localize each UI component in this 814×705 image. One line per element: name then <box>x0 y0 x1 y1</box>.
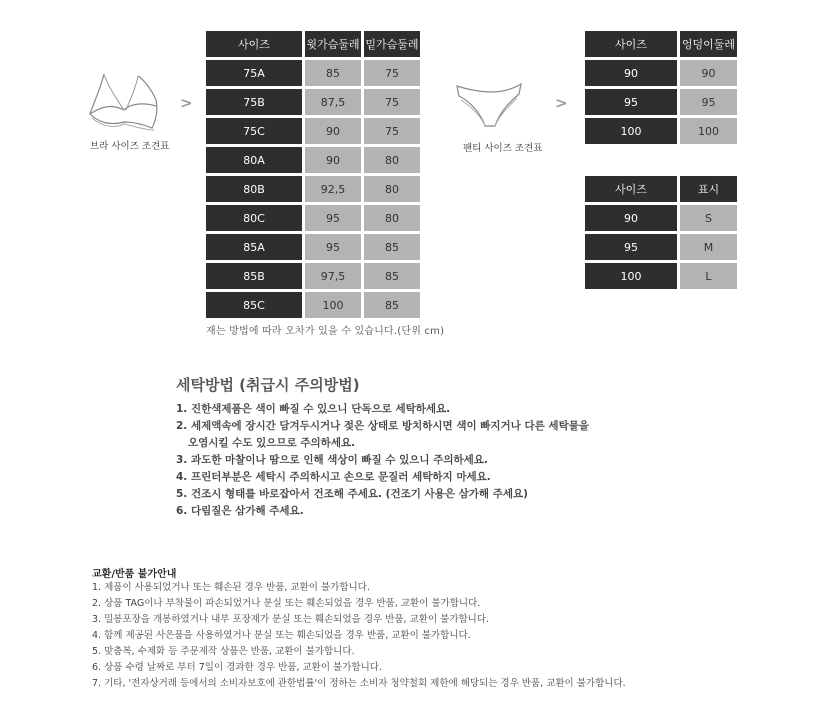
bra-caption: 브라 사이즈 조견표 <box>90 141 170 152</box>
table-cell-value: 85 <box>364 263 420 289</box>
table-header: 표시 <box>680 176 737 202</box>
table-cell-value: 85 <box>305 60 361 86</box>
list-item: 4. 프린터부분은 세탁시 주의하시고 손으로 문질러 세탁하지 마세요. <box>176 471 491 483</box>
table-header: 사이즈 <box>585 31 677 57</box>
table-cell-size: 75B <box>206 89 302 115</box>
table-header: 밑가슴둘레 <box>364 31 420 57</box>
table-cell-value: 75 <box>364 60 420 86</box>
table-cell-size: 95 <box>585 234 677 260</box>
list-item: 5. 맞춤복, 수제화 등 주문제작 상품은 반품, 교환이 불가합니다. <box>92 646 355 657</box>
list-item: 2. 세제액속에 장시간 담겨두시거나 젖은 상태로 방치하시면 색이 빠지거나 다른 세탁물을 <box>176 420 589 432</box>
table-cell-value: 95 <box>305 234 361 260</box>
table-cell-value: 90 <box>305 118 361 144</box>
table-cell-value: 87,5 <box>305 89 361 115</box>
exchange-title: 교환/반품 불가안내 <box>92 569 177 580</box>
list-item: 7. 기타, '전자상거래 등에서의 소비자보호에 관한법률'이 정하는 소비자 청약철회 제한에 해당되는 경우 반품, 교환이 불가합니다. <box>92 678 626 689</box>
table-cell-size: 90 <box>585 205 677 231</box>
chevron-right-icon: > <box>555 94 568 112</box>
table-header: 윗가슴둘레 <box>305 31 361 57</box>
table-cell-size: 80C <box>206 205 302 231</box>
table-cell-value: 95 <box>305 205 361 231</box>
table-cell-value: 75 <box>364 118 420 144</box>
table-cell-size: 90 <box>585 60 677 86</box>
table-cell-value: M <box>680 234 737 260</box>
table-cell-size: 95 <box>585 89 677 115</box>
table-cell-value: 97,5 <box>305 263 361 289</box>
table-cell-size: 85B <box>206 263 302 289</box>
table-cell-value: 100 <box>680 118 737 144</box>
exchange-list <box>92 580 802 692</box>
list-item: 6. 상품 수령 날짜로 부터 7일이 경과한 경우 반품, 교환이 불가합니다. <box>92 662 382 673</box>
table-cell-value: 80 <box>364 176 420 202</box>
table-cell-value: 95 <box>680 89 737 115</box>
list-item: 5. 건조시 형태를 바로잡아서 건조해 주세요. (건조기 사용은 삼가해 주세요) <box>176 488 528 500</box>
washing-title: 세탁방법 (취급시 주의방법) <box>176 376 360 394</box>
table-cell-size: 100 <box>585 263 677 289</box>
table-cell-value: 80 <box>364 205 420 231</box>
chevron-right-icon: > <box>180 94 193 112</box>
table-header: 사이즈 <box>206 31 302 57</box>
table-cell-size: 80B <box>206 176 302 202</box>
list-item: 1. 제품이 사용되었거나 또는 훼손된 경우 반품, 교환이 불가합니다. <box>92 582 370 593</box>
table-cell-size: 100 <box>585 118 677 144</box>
table-cell-value: 92,5 <box>305 176 361 202</box>
table-header: 엉덩이둘레 <box>680 31 737 57</box>
table-cell-value: 90 <box>305 147 361 173</box>
table-cell-size: 85A <box>206 234 302 260</box>
table-cell-value: 75 <box>364 89 420 115</box>
table-header: 사이즈 <box>585 176 677 202</box>
table-cell-value: S <box>680 205 737 231</box>
list-item: 3. 밀봉포장을 개봉하였거나 내부 포장재가 분실 또는 훼손되었을 경우 반품, 교환이 불가합니다. <box>92 614 490 625</box>
measurement-note: 재는 방법에 따라 오차가 있을 수 있습니다.(단위 cm) <box>206 326 445 337</box>
table-cell-value: 80 <box>364 147 420 173</box>
list-item: 2. 상품 TAG이나 부착물이 파손되었거나 분실 또는 훼손되었을 경우 반품, 교환이 불가합니다. <box>92 598 481 609</box>
table-cell-size: 75A <box>206 60 302 86</box>
list-item: 1. 진한색제품은 색이 빠질 수 있으니 단독으로 세탁하세요. <box>176 403 451 415</box>
table-cell-value: 100 <box>305 292 361 318</box>
list-item: 6. 다림질은 삼가해 주세요. <box>176 505 304 517</box>
table-cell-size: 80A <box>206 147 302 173</box>
bra-illustration <box>86 70 166 132</box>
panty-caption: 팬티 사이즈 조견표 <box>463 143 543 154</box>
panty-illustration <box>455 80 523 130</box>
table-cell-value: 90 <box>680 60 737 86</box>
table-cell-size: 75C <box>206 118 302 144</box>
table-cell-value: 85 <box>364 292 420 318</box>
list-item: 4. 함께 제공된 사은품을 사용하였거나 분실 또는 훼손되었을 경우 반품, 교환이 불가합니다. <box>92 630 471 641</box>
table-cell-size: 85C <box>206 292 302 318</box>
washing-list <box>176 401 796 520</box>
table-cell-value: 85 <box>364 234 420 260</box>
table-cell-value: L <box>680 263 737 289</box>
list-item: 3. 과도한 마찰이나 땀으로 인해 색상이 빠질 수 있으니 주의하세요. <box>176 454 488 466</box>
list-item: 오염시킬 수도 있으므로 주의하세요. <box>188 437 356 449</box>
